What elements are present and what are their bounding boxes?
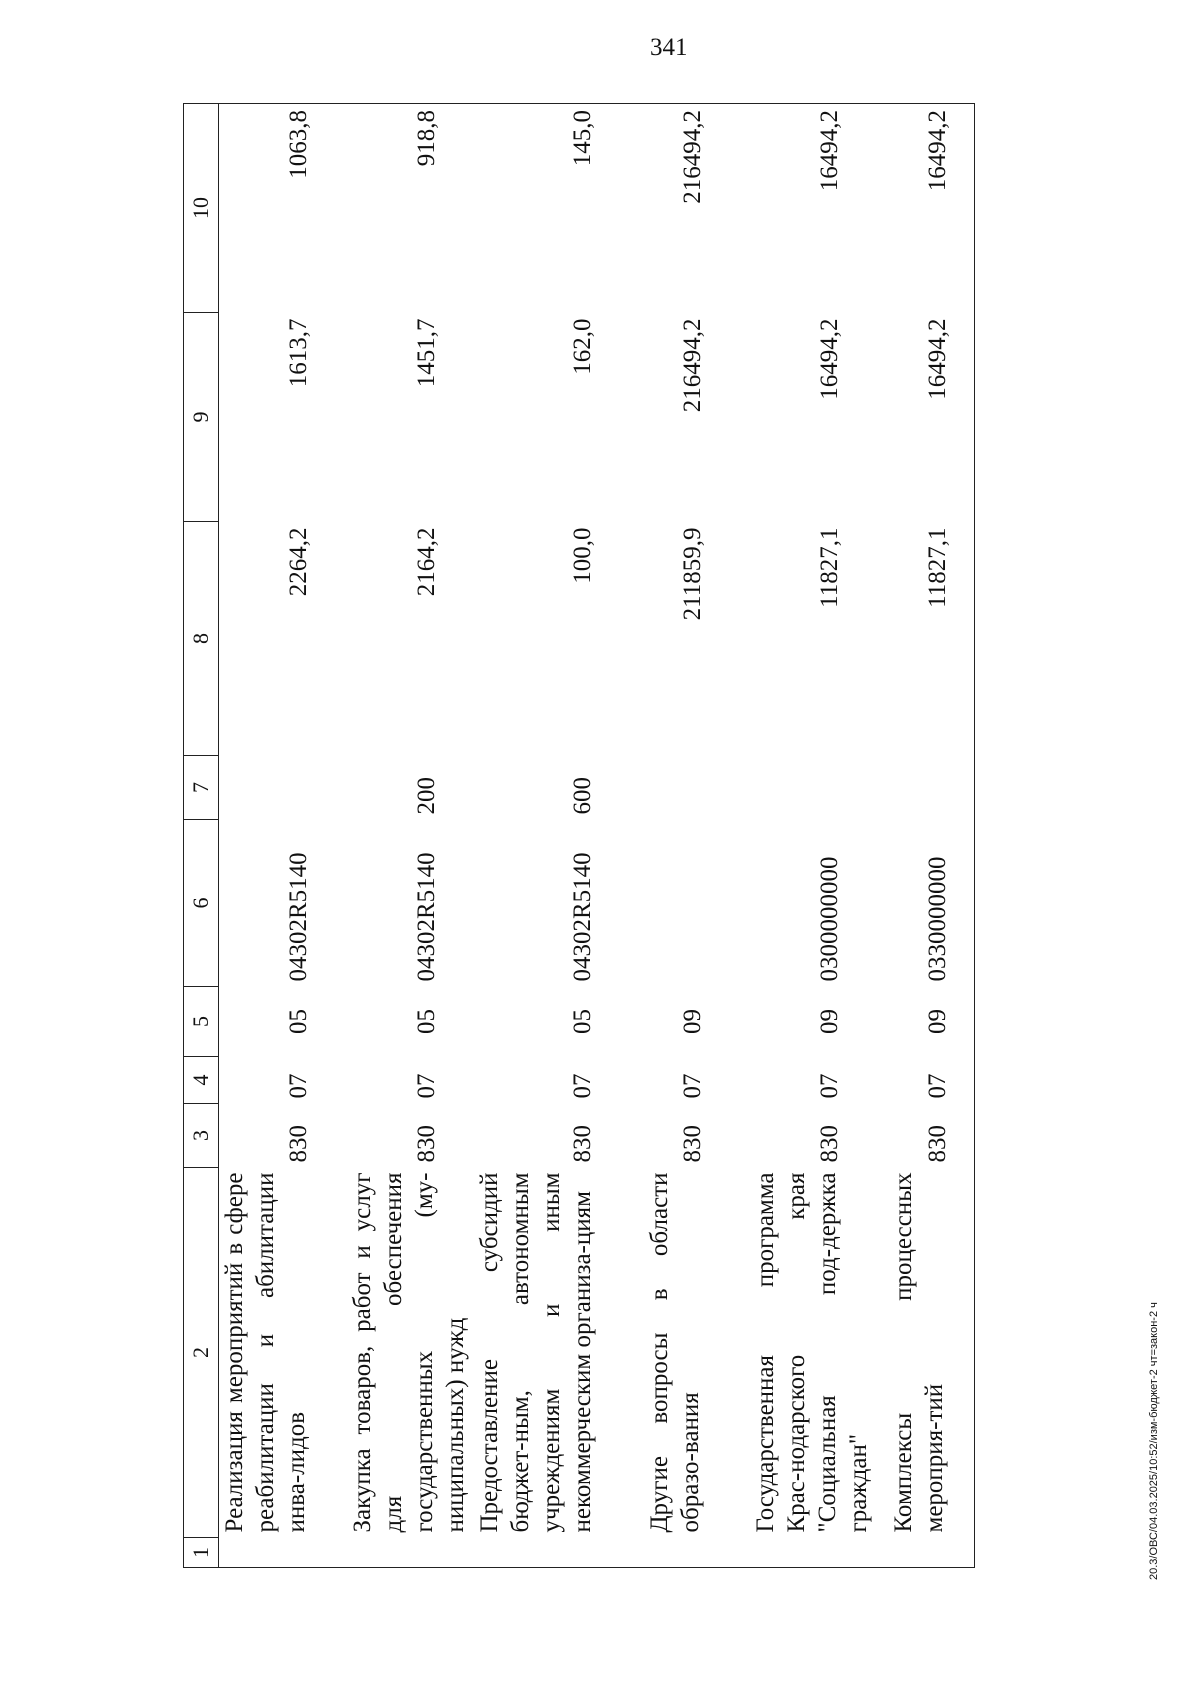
cell-expense-type [629, 756, 740, 820]
budget-table [183, 103, 975, 1568]
cell-name: Предоставление субсидий бюджет-ным, автономным учреждениям и иным некоммерческим организа-циям [475, 1172, 596, 1533]
cell-subsection: 05 [568, 1009, 596, 1034]
cell-target-article: 04302R5140 [568, 852, 596, 982]
cell-target-article [629, 820, 740, 987]
table-row [740, 104, 874, 1568]
cell-index [629, 1538, 740, 1568]
cell-subsection: 09 [678, 1009, 706, 1034]
cell-value-col9: 16494,2 [815, 318, 843, 400]
cell-name: Реализация мероприятий в сфере реабилитации и абилитации инва-лидов [221, 1172, 310, 1533]
table-row [629, 104, 740, 1568]
cell-index [874, 1538, 975, 1568]
cell-value-col9: 1613,7 [285, 318, 312, 388]
cell-name: Комплексы процессных мероприя-тий [874, 1168, 975, 1538]
cell-admin-code: 830 [678, 1125, 706, 1163]
cell-value-col8: 100,0 [568, 527, 596, 584]
cell-index [219, 1538, 347, 1568]
cell-section: 07 [285, 1073, 312, 1099]
cell-name: Другие вопросы в области образо-вания [645, 1172, 704, 1533]
cell-expense-type [740, 756, 874, 820]
cell-value-col10: 16494,2 [874, 104, 975, 313]
cell-expense-type [219, 756, 347, 820]
cell-target-article: 04302R5140 [285, 852, 312, 982]
cell-subsection: 05 [412, 1009, 440, 1034]
cell-value-col8: 11827,1 [815, 527, 843, 608]
cell-section: 07 [874, 1057, 975, 1104]
cell-index [347, 1538, 474, 1568]
cell-subsection: 05 [285, 1009, 312, 1034]
cell-expense-type [874, 756, 975, 820]
cell-name: Закупка товаров, работ и услуг для обеспечения государственных (му-ниципальных) нужд [348, 1172, 469, 1533]
cell-index [474, 1538, 629, 1568]
cell-name: Государственная программа Крас-нодарского края "Социальная под-держка граждан" [751, 1172, 872, 1533]
cell-section: 07 [815, 1073, 843, 1099]
header-cell: 6 [184, 820, 219, 987]
cell-value-col10: 145,0 [474, 104, 629, 313]
cell-target-article: 0300000000 [815, 856, 843, 982]
cell-index [740, 1538, 874, 1568]
cell-value-col10: 216494,2 [629, 104, 740, 313]
cell-admin-code: 830 [412, 1125, 440, 1163]
cell-subsection: 09 [815, 1009, 843, 1034]
header-cell: 8 [184, 522, 219, 756]
cell-value-col8: 2164,2 [412, 527, 440, 597]
page-number: 341 [650, 34, 688, 61]
cell-value-col9: 16494,2 [874, 313, 975, 522]
table-row [874, 104, 975, 1568]
cell-section: 07 [412, 1073, 440, 1099]
header-cell: 2 [184, 1168, 219, 1538]
cell-target-article: 04302R5140 [412, 852, 440, 982]
cell-admin-code: 830 [285, 1125, 312, 1163]
header-cell: 5 [184, 987, 219, 1057]
cell-admin-code: 830 [568, 1125, 596, 1163]
cell-value-col9: 216494,2 [678, 318, 706, 413]
cell-admin-code: 830 [874, 1104, 975, 1168]
rotated-table-container [183, 104, 983, 1568]
header-cell: 3 [184, 1104, 219, 1168]
document-footer-code: 20.3/ОВС/04.03.2025/10:52/изм-бюджет-2 чт=закон-2 ч [1148, 1302, 1160, 1580]
cell-value-col10: 16494,2 [740, 104, 874, 313]
table-row [347, 104, 474, 1568]
header-cell: 4 [184, 1057, 219, 1104]
cell-section: 07 [568, 1073, 596, 1099]
cell-value-col10: 1063,8 [219, 104, 347, 313]
header-cell: 9 [184, 313, 219, 522]
cell-expense-type: 600 [568, 777, 596, 815]
cell-admin-code: 830 [815, 1125, 843, 1163]
cell-subsection: 09 [874, 987, 975, 1057]
cell-value-col8: 211859,9 [678, 527, 706, 621]
cell-value-col9: 162,0 [568, 318, 596, 375]
header-row [184, 104, 219, 1568]
header-cell: 10 [184, 104, 219, 313]
cell-expense-type: 200 [412, 777, 440, 815]
header-cell: 1 [184, 1538, 219, 1568]
cell-value-col8: 2264,2 [285, 527, 312, 597]
table-row [474, 104, 629, 1568]
cell-value-col10: 918,8 [347, 104, 474, 313]
cell-value-col8: 11827,1 [874, 522, 975, 756]
table-row [219, 104, 347, 1568]
cell-target-article: 0330000000 [874, 820, 975, 987]
cell-value-col9: 1451,7 [412, 318, 440, 388]
cell-section: 07 [678, 1073, 706, 1099]
header-cell: 7 [184, 756, 219, 820]
